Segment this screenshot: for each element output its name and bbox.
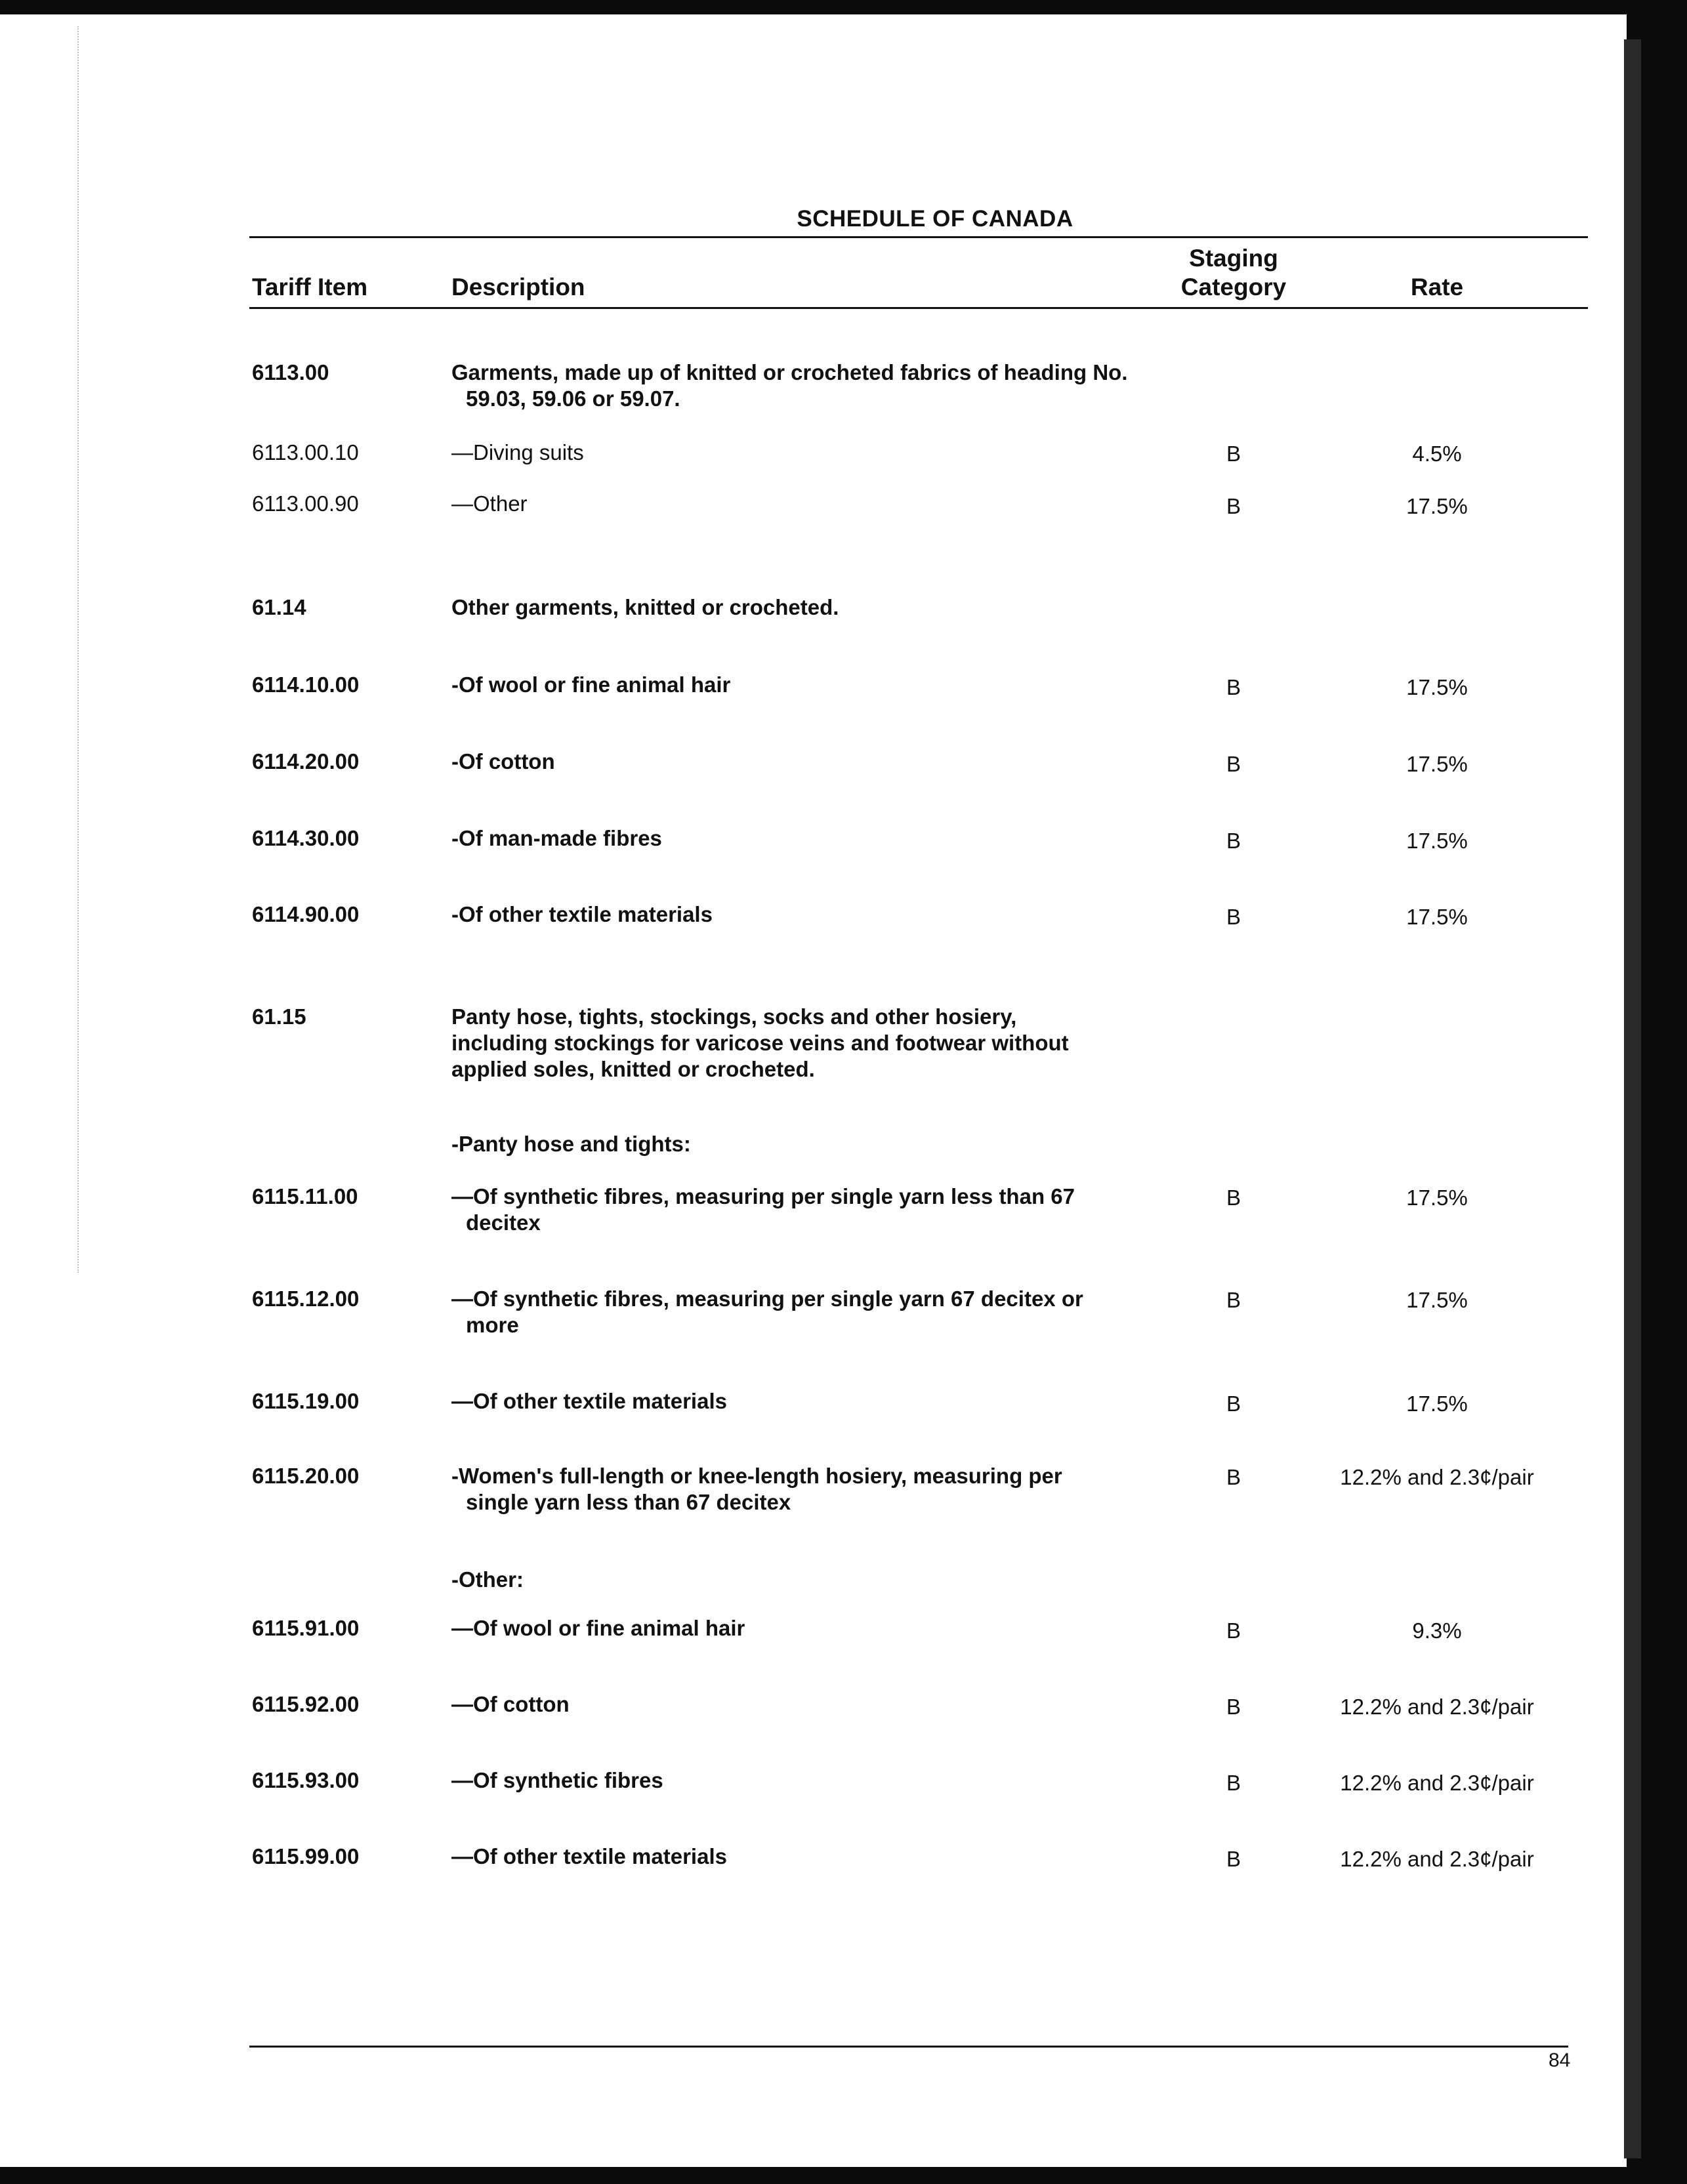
tariff-item: 6113.00.10	[252, 440, 359, 464]
staging-category: B	[1226, 1288, 1241, 1312]
description: -Of man-made fibres	[451, 826, 662, 850]
tariff-item: 6115.91.00	[252, 1616, 360, 1640]
description	[451, 1004, 1134, 1082]
tariff-item: 6114.20.00	[252, 749, 360, 773]
scan-border-top	[0, 0, 1687, 14]
subheading: -Other:	[451, 1567, 524, 1592]
rate: 17.5%	[1406, 905, 1468, 929]
staging-category: B	[1226, 829, 1241, 853]
tariff-item: 6115.93.00	[252, 1768, 360, 1792]
rate: 12.2% and 2.3¢/pair	[1340, 1465, 1534, 1489]
description	[451, 1463, 1134, 1515]
description-line: -Women's full-length or knee-length hosiery, measuring per	[451, 1464, 1062, 1488]
tariff-item: 61.15	[252, 1004, 306, 1029]
staging-category: B	[1226, 1695, 1241, 1719]
rate: 17.5%	[1406, 1185, 1468, 1210]
description: —Of cotton	[451, 1692, 570, 1716]
scan-binding-marks	[77, 26, 88, 1273]
tariff-item: 6115.20.00	[252, 1464, 360, 1488]
header-staging-category	[1168, 244, 1299, 302]
tariff-item: 6115.19.00	[252, 1389, 360, 1413]
header-rate: Rate	[1410, 274, 1464, 300]
description: -Of cotton	[451, 749, 555, 773]
header-rule	[249, 307, 1588, 309]
rate: 4.5%	[1412, 442, 1462, 466]
scan-border-bottom	[0, 2167, 1687, 2184]
staging-category: B	[1226, 442, 1241, 466]
description-line: Garments, made up of knitted or crocheted fabrics of heading No.	[451, 360, 1128, 384]
description: —Of other textile materials	[451, 1389, 727, 1413]
description	[451, 1286, 1134, 1338]
tariff-item: 6113.00.90	[252, 491, 359, 516]
tariff-item: 6115.99.00	[252, 1844, 360, 1868]
rate: 17.5%	[1406, 829, 1468, 853]
tariff-item: 6115.11.00	[252, 1184, 358, 1208]
description-line: applied soles, knitted or crocheted.	[451, 1057, 815, 1081]
tariff-item: 6114.90.00	[252, 902, 360, 926]
tariff-item: 6114.30.00	[252, 826, 360, 850]
rate: 9.3%	[1412, 1618, 1462, 1643]
header-tariff-item: Tariff Item	[252, 274, 368, 300]
description: —Of synthetic fibres	[451, 1768, 663, 1792]
staging-category: B	[1226, 1847, 1241, 1871]
title-rule	[249, 236, 1588, 238]
header-staging-line1: Staging	[1189, 245, 1278, 272]
tariff-item: 6113.00	[252, 360, 329, 384]
tariff-item: 6115.92.00	[252, 1692, 360, 1716]
description-line: —Of synthetic fibres, measuring per single yarn 67 decitex or	[451, 1287, 1083, 1311]
description-line: Panty hose, tights, stockings, socks and other hosiery,	[451, 1004, 1017, 1029]
description: -Of wool or fine animal hair	[451, 672, 731, 697]
staging-category: B	[1226, 1465, 1241, 1489]
rate: 17.5%	[1406, 752, 1468, 776]
staging-category: B	[1226, 905, 1241, 929]
description: Other garments, knitted or crocheted.	[451, 595, 839, 619]
description	[451, 1184, 1134, 1236]
description-line: single yarn less than 67 decitex	[466, 1490, 791, 1514]
description	[451, 360, 1134, 412]
rate: 17.5%	[1406, 675, 1468, 699]
rate: 17.5%	[1406, 1391, 1468, 1416]
description: —Of wool or fine animal hair	[451, 1616, 745, 1640]
page-number: 84	[1549, 2050, 1571, 2071]
description: —Of other textile materials	[451, 1844, 727, 1868]
rate: 12.2% and 2.3¢/pair	[1340, 1847, 1534, 1871]
header-staging-line2: Category	[1180, 274, 1287, 300]
staging-category: B	[1226, 1391, 1241, 1416]
subheading: -Panty hose and tights:	[451, 1132, 691, 1156]
description-line: including stockings for varicose veins and footwear without	[451, 1031, 1069, 1055]
page-title: SCHEDULE OF CANADA	[797, 206, 1073, 232]
header-description: Description	[451, 274, 585, 300]
footer-rule	[249, 2046, 1568, 2048]
description: —Diving suits	[451, 440, 584, 464]
rate: 17.5%	[1406, 1288, 1468, 1312]
scan-border-right-inner	[1624, 39, 1641, 2158]
staging-category: B	[1226, 1185, 1241, 1210]
description-line: 59.03, 59.06 or 59.07.	[466, 386, 680, 411]
staging-category: B	[1226, 1771, 1241, 1795]
rate: 12.2% and 2.3¢/pair	[1340, 1695, 1534, 1719]
rate: 17.5%	[1406, 494, 1468, 518]
description-line: —Of synthetic fibres, measuring per single yarn less than 67	[451, 1184, 1075, 1208]
description: —Other	[451, 491, 528, 516]
staging-category: B	[1226, 675, 1241, 699]
rate: 12.2% and 2.3¢/pair	[1340, 1771, 1534, 1795]
tariff-item: 6115.12.00	[252, 1287, 360, 1311]
staging-category: B	[1226, 752, 1241, 776]
staging-category: B	[1226, 494, 1241, 518]
description-line: more	[466, 1313, 519, 1337]
tariff-item: 6114.10.00	[252, 672, 360, 697]
tariff-item: 61.14	[252, 595, 306, 619]
description: -Of other textile materials	[451, 902, 713, 926]
staging-category: B	[1226, 1618, 1241, 1643]
description-line: decitex	[466, 1210, 541, 1235]
